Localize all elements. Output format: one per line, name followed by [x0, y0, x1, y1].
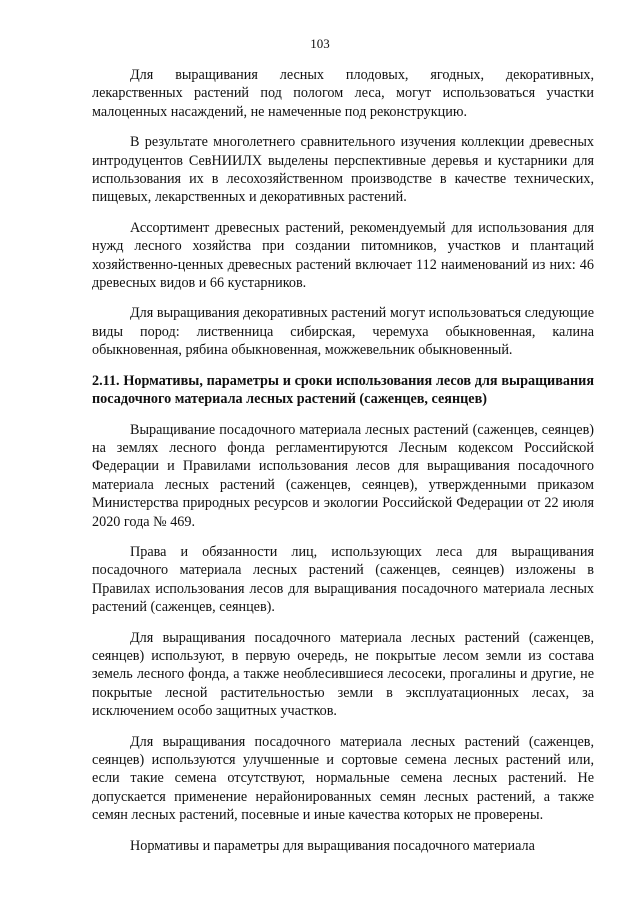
paragraph-rights: Права и обязанности лиц, использующих леса для выращивания посадочного материала лесных растений (саженцев, сеянцев) изложены в Правилах использования лесов для выращивания посадочного материала лесных растений (саженцев, сеянцев).	[92, 543, 594, 616]
paragraph-introduced-species: В результате многолетнего сравнительного изучения коллекции древесных интродуцентов СевНИИЛХ выделены перспективные деревья и кустарники для использования их в лесохозяйственном производстве в качестве технических, пищевых, лекарственных и декоративных растений.	[92, 134, 594, 206]
text-body	[92, 66, 594, 867]
paragraph-seeds: Для выращивания посадочного материала лесных растений (саженцев, сеянцев) используются улучшенные и сортовые семена лесных растений или, если такие семена отсутствуют, нормальные семена лесных растений. Не допускается применение нерайонированных семян лесных растений, а также семян лесных растений, посевные и иные качества которых не проверены.	[92, 733, 594, 824]
page-number: 103	[310, 36, 330, 51]
paragraph-norms: Нормативы и параметры для выращивания посадочного материала	[130, 837, 535, 854]
paragraph-assortment: Ассортимент древесных растений, рекомендуемый для использования для нужд лесного хозяйства при создании питомников, участков и плантаций хозяйственно-ценных древесных растений включает 112 наименований из них: 46 древесных видов и 66 кустарников.	[92, 219, 594, 292]
paragraph-decorative-species: Для выращивания декоративных растений могут использоваться следующие виды пород: лиственница сибирская, черемуха обыкновенная, калина обыкновенная, рябина обыкновенная, можжевельник обыкновенный.	[92, 305, 594, 359]
paragraph-regulation: Выращивание посадочного материала лесных растений (саженцев, сеянцев) на землях лесного фонда регламентируются Лесным кодексом Российской Федерации и Правилами использования лесов для выращивания посадочного материала лесных растений (саженцев, сеянцев), утвержденными приказом Министерства природных ресурсов и экологии Российской Федерации от 22 июля 2020 года № 469.	[92, 421, 594, 530]
section-heading: 2.11. Нормативы, параметры и сроки использования лесов для выращивания посадочного материала лесных растений (саженцев, сеянцев)	[92, 372, 594, 408]
paragraph-forest-plants: Для выращивания лесных плодовых, ягодных, декоративных, лекарственных растений под пологом леса, могут использоваться участки малоценных насаждений, не намеченные под реконструкцию.	[92, 67, 594, 120]
paragraph-land-use: Для выращивания посадочного материала лесных растений (саженцев, сеянцев) используют, в первую очередь, не покрытые лесом земли из состава земель лесного фонда, а также необлесившиеся лесосеки, прогалины и другие, не покрытые лесной растительностью земли в эксплуатационных лесах, за исключением особо защитных участков.	[92, 629, 594, 720]
